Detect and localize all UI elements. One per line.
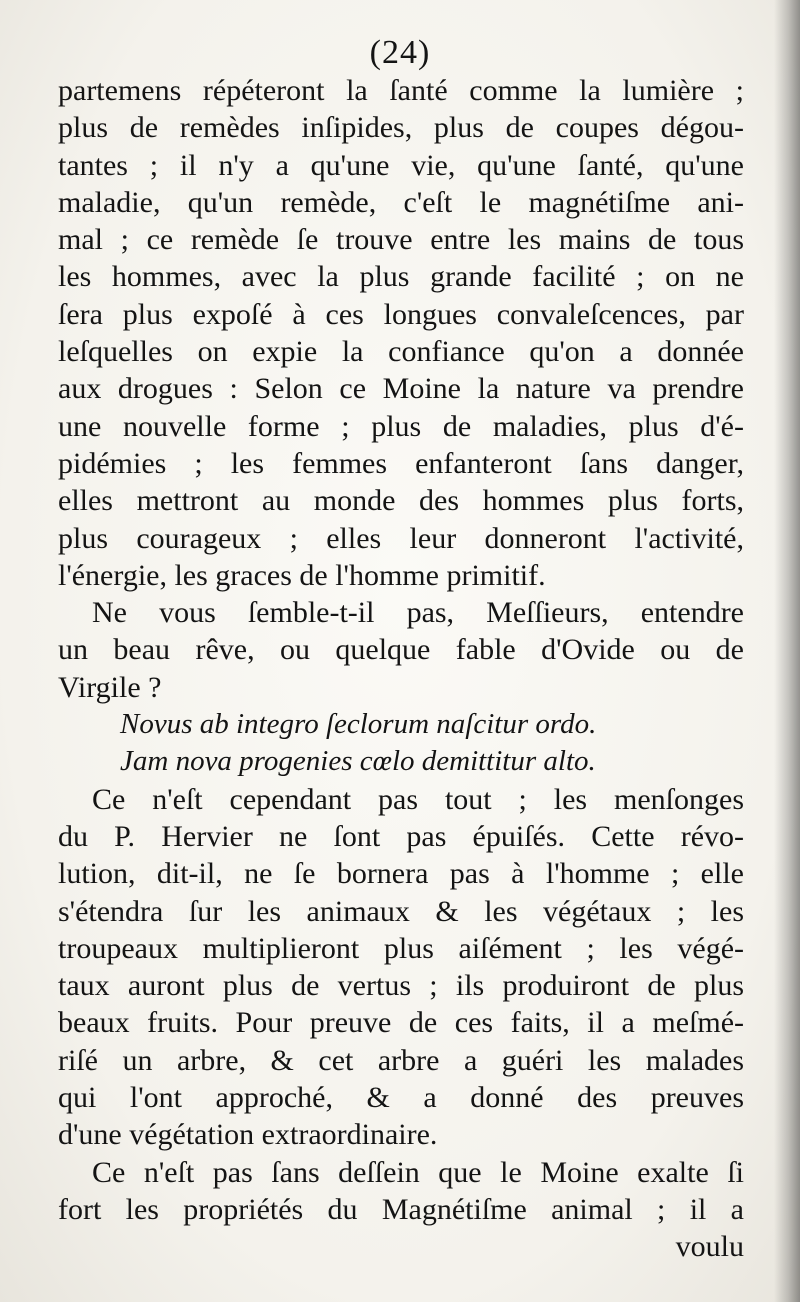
text-line: partemens répéteront la ſanté comme la lumière ; — [58, 74, 744, 107]
text-line: Virgile ? — [58, 670, 162, 704]
latin-verse: Jam nova progenies cœlo demittitur alto. — [120, 745, 596, 778]
page-number: (24) — [369, 34, 431, 71]
text-line: maladie, qu'un remède, c'eſt le magnétiſme ani- — [58, 185, 744, 219]
text-line: s'étendra ſur les animaux & les végétaux ; les — [58, 894, 744, 928]
text-line: d'une végétation extraordinaire. — [58, 1118, 438, 1152]
text-line: tantes ; il n'y a qu'une vie, qu'une ſanté, qu'une — [58, 148, 744, 182]
text-line: aux drogues : Selon ce Moine la nature va prendre — [58, 372, 744, 406]
text-line: Ne vous ſemble-t-il pas, Meſſieurs, entendre — [92, 596, 744, 630]
text-line: l'énergie, les graces de l'homme primitif. — [58, 558, 546, 592]
text-line: ſera plus expoſé à ces longues convaleſcences, par — [58, 297, 744, 331]
text-line: leſquelles on expie la confiance qu'on a donnée — [58, 335, 744, 369]
latin-verse: Novus ab integro ſeclorum naſcitur ordo. — [120, 708, 597, 741]
text-line: troupeaux multiplieront plus aiſément ; les végé- — [58, 931, 744, 965]
text-line: taux auront plus de vertus ; ils produiront de plus — [58, 969, 744, 1003]
text-line: du P. Hervier ne ſont pas épuiſés. Cette révo- — [58, 819, 744, 853]
text-line: plus courageux ; elles leur donneront l'activité, — [58, 521, 744, 555]
page-gutter-shadow — [774, 0, 800, 1302]
text-line: plus de remèdes inſipides, plus de coupes dégou- — [58, 111, 744, 145]
catchword: voulu — [675, 1230, 744, 1264]
text-line: elles mettront au monde des hommes plus forts, — [58, 484, 744, 518]
text-line: riſé un arbre, & cet arbre a guéri les malades — [58, 1043, 744, 1077]
text-line: qui l'ont approché, & a donné des preuves — [58, 1081, 744, 1115]
text-line: les hommes, avec la plus grande facilité ; on ne — [58, 260, 744, 294]
text-line: pidémies ; les femmes enfanteront ſans danger, — [58, 446, 744, 480]
text-line: fort les propriétés du Magnétiſme animal ; il a — [58, 1192, 744, 1226]
text-line: lution, dit-il, ne ſe bornera pas à l'homme ; elle — [58, 857, 744, 891]
body-text — [58, 72, 744, 1266]
text-line: une nouvelle forme ; plus de maladies, plus d'é- — [58, 409, 744, 443]
text-line: un beau rêve, ou quelque fable d'Ovide ou de — [58, 633, 744, 667]
text-line: mal ; ce remède ſe trouve entre les mains de tous — [58, 223, 744, 257]
text-line: beaux fruits. Pour preuve de ces faits, il a meſmé- — [58, 1006, 744, 1040]
text-line: Ce n'eſt cependant pas tout ; les menſonges — [92, 782, 744, 816]
text-line: Ce n'eſt pas ſans deſſein que le Moine exalte ſi — [92, 1155, 744, 1189]
